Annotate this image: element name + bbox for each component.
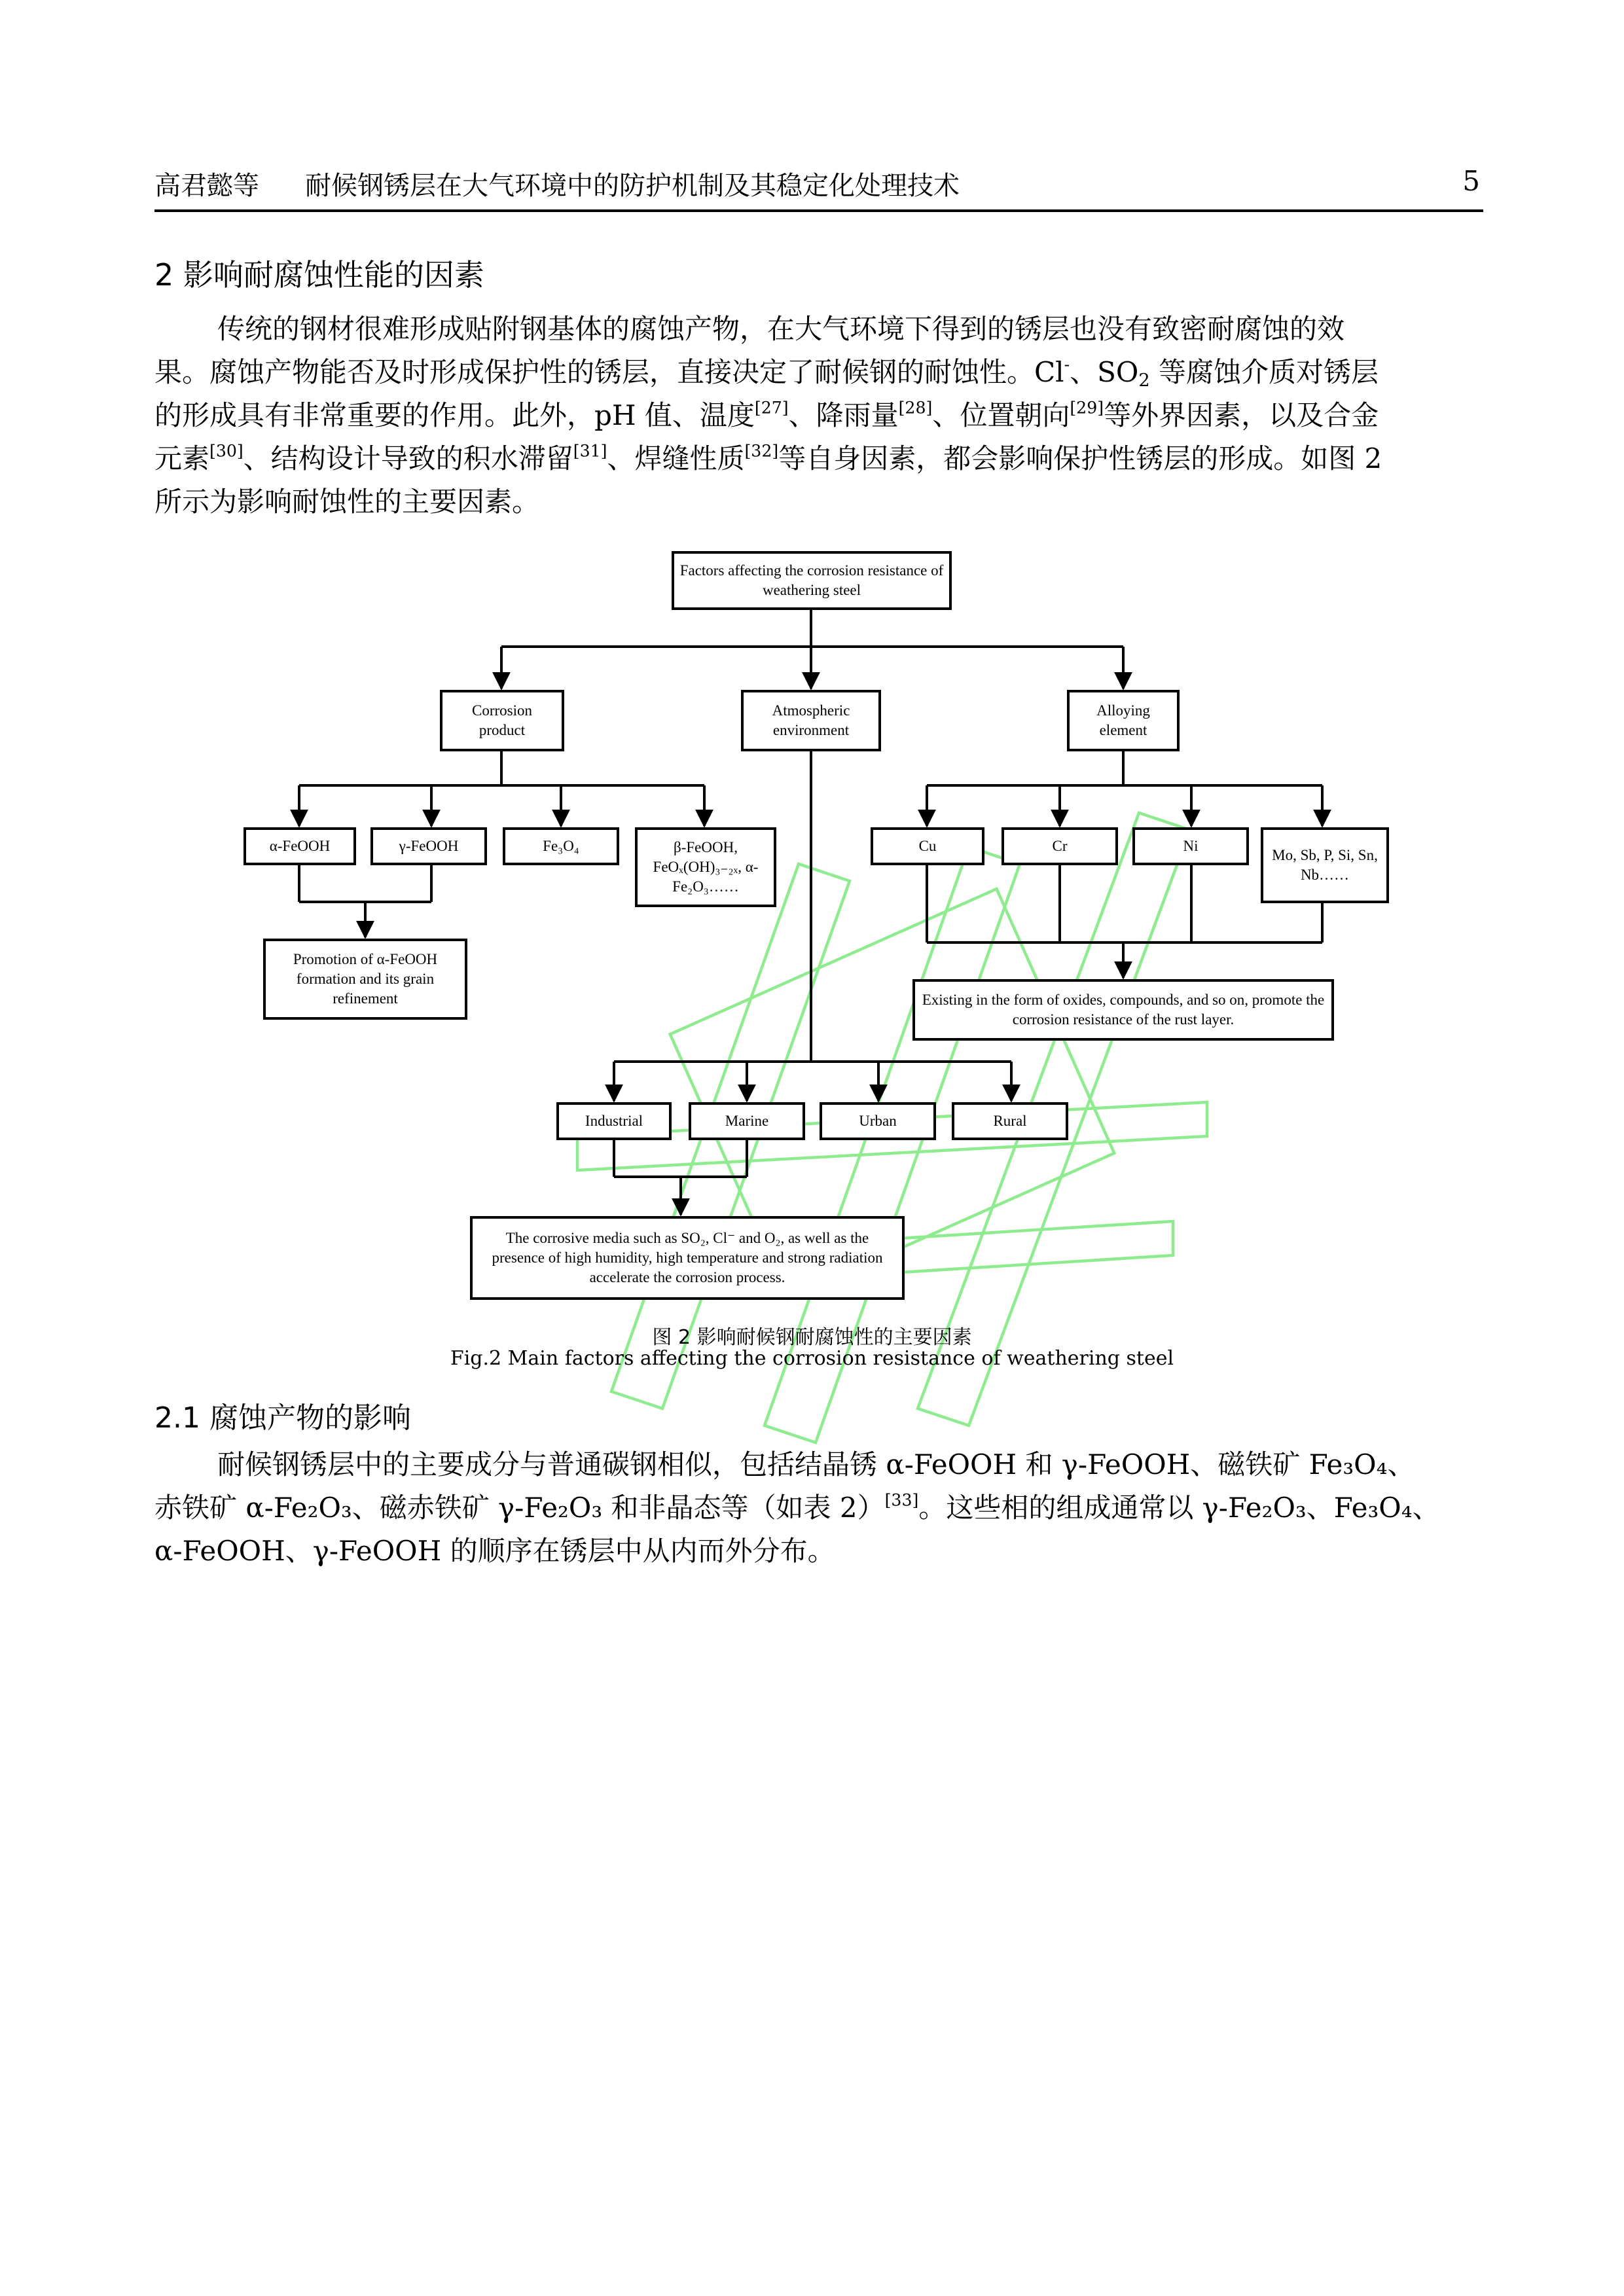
figure-caption-en: Fig.2 Main factors affecting the corrosion resistance of weathering steel: [450, 1347, 1174, 1370]
page-number: 5: [1462, 165, 1480, 197]
citation-28[interactable]: [28]: [898, 398, 933, 418]
citation-30[interactable]: [30]: [209, 441, 244, 461]
mo-group-box: Mo, Sb, P, Si, Sn, Nb……: [1261, 827, 1389, 903]
rural-box: Rural: [952, 1102, 1068, 1140]
cu-box: Cu: [871, 827, 984, 865]
para1-line1: 传统的钢材很难形成贴附钢基体的腐蚀产物，在大气环境下得到的锈层也没有致密耐腐蚀的效: [217, 313, 1345, 345]
diagram-root-box: Factors affecting the corrosion resistance of weathering steel: [672, 551, 952, 610]
gamma-feooh-box: γ-FeOOH: [370, 827, 487, 865]
industrial-box: Industrial: [556, 1102, 672, 1140]
beta-feooh-box: β-FeOOH, FeOₓ(OH)₃₋₂ₓ, α-Fe₂O₃……: [635, 827, 776, 907]
cr-box: Cr: [1001, 827, 1118, 865]
corrosive-media-box: The corrosive media such as SO₂, Cl⁻ and O₂, as well as the presence of high humidity, high temperature and strong radiation accelerate the corrosion process.: [470, 1216, 905, 1300]
para2-line1: 耐候钢锈层中的主要成分与普通碳钢相似，包括结晶锈 α-FeOOH 和 γ-FeOOH、磁铁矿 Fe₃O₄、: [217, 1448, 1415, 1480]
citation-33[interactable]: [33]: [884, 1490, 919, 1510]
atmospheric-environment-box: Atmospheric environment: [741, 690, 881, 751]
citation-32[interactable]: [32]: [744, 441, 779, 461]
running-header-authors: 高君懿等: [154, 171, 259, 201]
subsection-heading: 2.1 腐蚀产物的影响: [154, 1401, 411, 1435]
alloying-element-box: Alloying element: [1067, 690, 1180, 751]
citation-29[interactable]: [29]: [1070, 398, 1104, 418]
citation-31[interactable]: [31]: [573, 441, 607, 461]
para1-line5: 所示为影响耐蚀性的主要因素。: [154, 486, 540, 518]
promotion-box: Promotion of α-FeOOH formation and its grain refinement: [263, 939, 467, 1020]
urban-box: Urban: [820, 1102, 936, 1140]
corrosion-product-box: Corrosion product: [440, 690, 564, 751]
para1-line3: 的形成具有非常重要的作用。此外，pH 值、温度[27]、降雨量[28]、位置朝向[29]等外界因素，以及合金: [154, 398, 1379, 431]
para2-line3: α-FeOOH、γ-FeOOH 的顺序在锈层中从内而外分布。: [154, 1535, 835, 1567]
para1-line2: 果。腐蚀产物能否及时形成保护性的锈层，直接决定了耐候钢的耐蚀性。Cl-、$SO_2$ 等腐蚀介质对锈层: [154, 355, 1379, 391]
para2-line2: 赤铁矿 α-Fe₂O₃、磁赤铁矿 γ-Fe₂O₃ 和非晶态等（如表 2）[33]。这些相的组成通常以 γ-Fe₂O₃、Fe₃O₄、: [154, 1490, 1440, 1524]
marine-box: Marine: [689, 1102, 805, 1140]
alpha-feooh-box: α-FeOOH: [244, 827, 356, 865]
existing-form-box: Existing in the form of oxides, compounds, and so on, promote the corrosion resistance of the rust layer.: [912, 979, 1334, 1041]
running-header-title: 耐候钢锈层在大气环境中的防护机制及其稳定化处理技术: [305, 171, 960, 201]
para1-line4: 元素[30]、结构设计导致的积水滞留[31]、焊缝性质[32]等自身因素，都会影响保护性锈层的形成。如图 2: [154, 441, 1382, 475]
ni-box: Ni: [1132, 827, 1249, 865]
watermark-logo: [458, 694, 1309, 1545]
section-heading: 2 影响耐腐蚀性能的因素: [154, 257, 484, 293]
paragraph-intro: [154, 308, 1483, 524]
figure-caption-cn: 图 2 影响耐候钢耐腐蚀性的主要因素: [652, 1326, 972, 1349]
citation-27[interactable]: [27]: [754, 398, 789, 418]
paragraph-corrosion-products: [154, 1443, 1483, 1573]
header-rule: [154, 209, 1483, 212]
fe3o4-box: Fe₃O₄: [503, 827, 619, 865]
